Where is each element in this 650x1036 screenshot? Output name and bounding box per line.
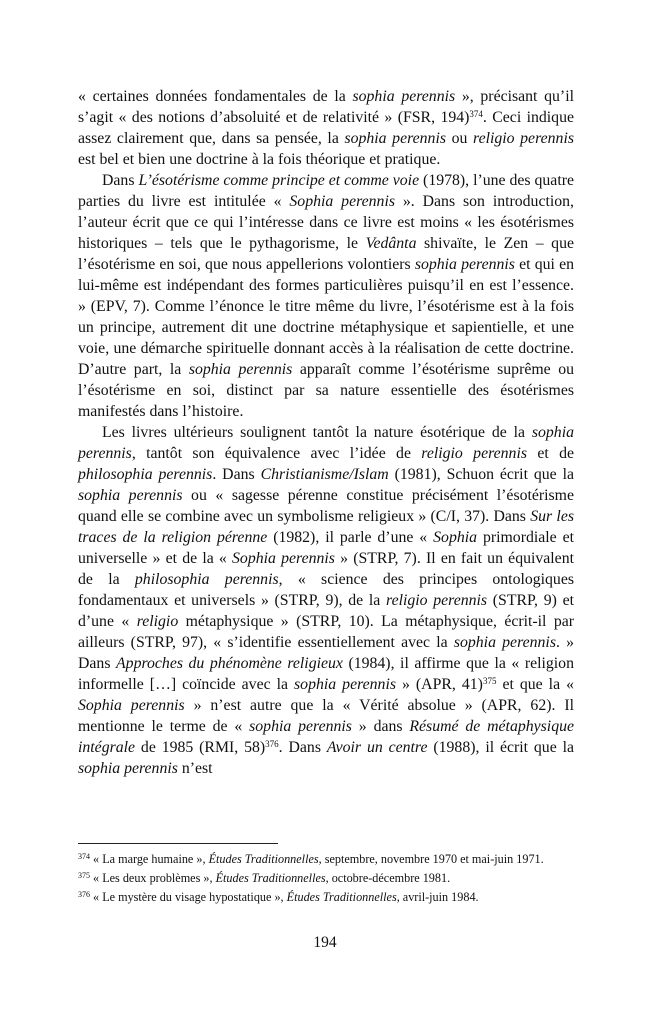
text-run: . Dans — [278, 739, 327, 756]
italic-text: Études Traditionnelles — [286, 890, 397, 904]
italic-text: religio perennis — [386, 592, 488, 609]
italic-text: religio perennis — [473, 130, 574, 147]
footnote-separator — [78, 843, 278, 844]
italic-text: religio perennis — [421, 445, 527, 462]
italic-text: Sur les traces de la religion pérenne — [78, 508, 574, 546]
text-run: métaphysique » (STRP, 10). La métaphysique, écrit-il par ailleurs (STRP, 97), « s’identifie essentiellement avec la — [78, 613, 574, 651]
footnote-ref: 376 — [265, 739, 279, 749]
text-run: est bel et bien une doctrine à la fois théorique et pratique. — [78, 151, 441, 168]
text-run: . Dans — [212, 466, 261, 483]
paragraph-3 — [78, 422, 574, 779]
italic-text: Sophia perennis — [78, 697, 185, 714]
text-run: shivaïte, le Zen – que l’ésotérisme en soi, que nous appellerions volontiers — [78, 235, 574, 273]
italic-text: philosophia perennis — [134, 571, 279, 588]
italic-text: sophia perennis — [78, 424, 574, 462]
text-run: (1984), il affirme que la « religion informelle […] coïncide avec la — [78, 655, 574, 693]
text-run: , « science des principes ontologiques fondamentaux et universels » (STRP, 9), de la — [78, 571, 574, 609]
text-run: (1978), l’une des quatre parties du livre est intitulée « — [78, 172, 574, 210]
paragraph-1 — [78, 86, 574, 170]
text-run: Dans — [102, 172, 139, 189]
text-run: . Ceci indique assez clairement que, dans sa pensée, la — [78, 109, 574, 147]
italic-text: Vedânta — [365, 235, 417, 252]
text-run: primordiale et universelle » et de la « — [78, 529, 574, 567]
text-run: Les livres ultérieurs soulignent tantôt la nature ésotérique de la — [102, 424, 532, 441]
text-run: , septembre, novembre 1970 et mai-juin 1971. — [318, 852, 544, 866]
italic-text: Études Traditionnelles — [208, 852, 319, 866]
text-run: n’est — [177, 760, 213, 777]
footnote-374 — [78, 851, 574, 868]
italic-text: sophia perennis — [453, 634, 556, 651]
text-run: , tantôt son équivalence avec l’idée de — [131, 445, 422, 462]
text-run: , octobre-décembre 1981. — [325, 871, 451, 885]
footnote-ref: 375 — [78, 871, 90, 880]
italic-text: sophia perennis — [188, 361, 293, 378]
text-run: » dans — [351, 718, 410, 735]
text-run: » (STRP, 7). Il en fait un équivalent de la — [78, 550, 574, 588]
text-run: (1981), Schuon écrit que la — [388, 466, 574, 483]
italic-text: Sophia — [433, 529, 478, 546]
italic-text: sophia perennis — [352, 88, 456, 105]
footnote-ref: 374 — [469, 109, 483, 119]
footnote-375 — [78, 870, 574, 887]
text-run: et que la « — [496, 676, 574, 693]
text-run: et de — [527, 445, 574, 462]
footnotes — [78, 851, 574, 908]
italic-text: sophia perennis — [344, 130, 446, 147]
body-text — [78, 86, 574, 779]
text-run: apparaît comme l’ésotérisme suprême ou l’ésotérisme en soi, distinct par sa nature essentielle des ésotérismes manifestés dans l’histoire. — [78, 361, 574, 420]
text-run: « certaines données fondamentales de la — [78, 88, 353, 105]
text-run: ou — [446, 130, 474, 147]
page-number: 194 — [313, 934, 337, 951]
italic-text: sophia perennis — [78, 487, 183, 504]
italic-text: Christianisme/Islam — [260, 466, 389, 483]
text-run: » (APR, 41) — [396, 676, 483, 693]
text-run: « La marge humaine », — [90, 852, 209, 866]
text-run: » n’est autre que la « Vérité absolue » (APR, 62). Il mentionne le terme de « — [78, 697, 575, 735]
text-run: « Les deux problèmes », — [90, 871, 216, 885]
italic-text: Sophia perennis — [232, 550, 335, 567]
italic-text: sophia perennis — [294, 676, 396, 693]
footnote-ref: 375 — [482, 676, 497, 686]
italic-text: philosophia perennis — [78, 466, 213, 483]
italic-text: Études Traditionnelles — [215, 871, 326, 885]
italic-text: Sophia perennis — [289, 193, 395, 210]
text-run: « Le mystère du visage hypostatique », — [90, 890, 287, 904]
footnote-ref: 376 — [78, 890, 90, 899]
footnote-376 — [78, 889, 574, 906]
italic-text: sophia perennis — [414, 256, 515, 273]
italic-text: Résumé de métaphysique intégrale — [78, 718, 575, 756]
text-run: (1982), il parle d’une « — [267, 529, 434, 546]
text-run: et qui en lui-même est indépendant des formes particulières puisqu’il en est l’essence. » (EPV, 7). Comme l’énonce le titre même du livre, l’ésotérisme est à la fois un principe, autrement dit une doctrine métaphysique et sapientielle, et une voie, une démarche spirituelle donnant accès à la réalisation de cette doctrine. D’autre part, la — [78, 256, 574, 378]
text-run: », précisant qu’il s’agit « des notions d’absoluité et de relativité » (FSR, 194) — [78, 88, 574, 126]
italic-text: sophia perennis — [78, 760, 178, 777]
italic-text: religio — [136, 613, 179, 630]
italic-text: Approches du phénomène religieux — [116, 655, 343, 672]
footnote-ref: 374 — [78, 852, 90, 861]
text-run: (STRP, 9) et d’une « — [78, 592, 574, 630]
text-run: ou « sagesse pérenne constitue précisément l’ésotérisme quand elle se combine avec un symbolisme religieux » (C/I, 37). Dans — [78, 487, 574, 525]
paragraph-2 — [78, 170, 574, 422]
text-run: (1988), il écrit que la — [427, 739, 574, 756]
italic-text: L’ésotérisme comme principe et comme voie — [138, 172, 420, 189]
text-run: ». Dans son introduction, l’auteur écrit que ce qui l’intéresse dans ce livre est moins « les ésotérismes historiques – tels que le pythagorisme, le — [78, 193, 574, 252]
text-run: , avril-juin 1984. — [396, 890, 479, 904]
text-run: . » Dans — [78, 634, 575, 672]
italic-text: Avoir un centre — [326, 739, 428, 756]
italic-text: sophia perennis — [249, 718, 352, 735]
text-run: de 1985 (RMI, 58) — [135, 739, 266, 756]
